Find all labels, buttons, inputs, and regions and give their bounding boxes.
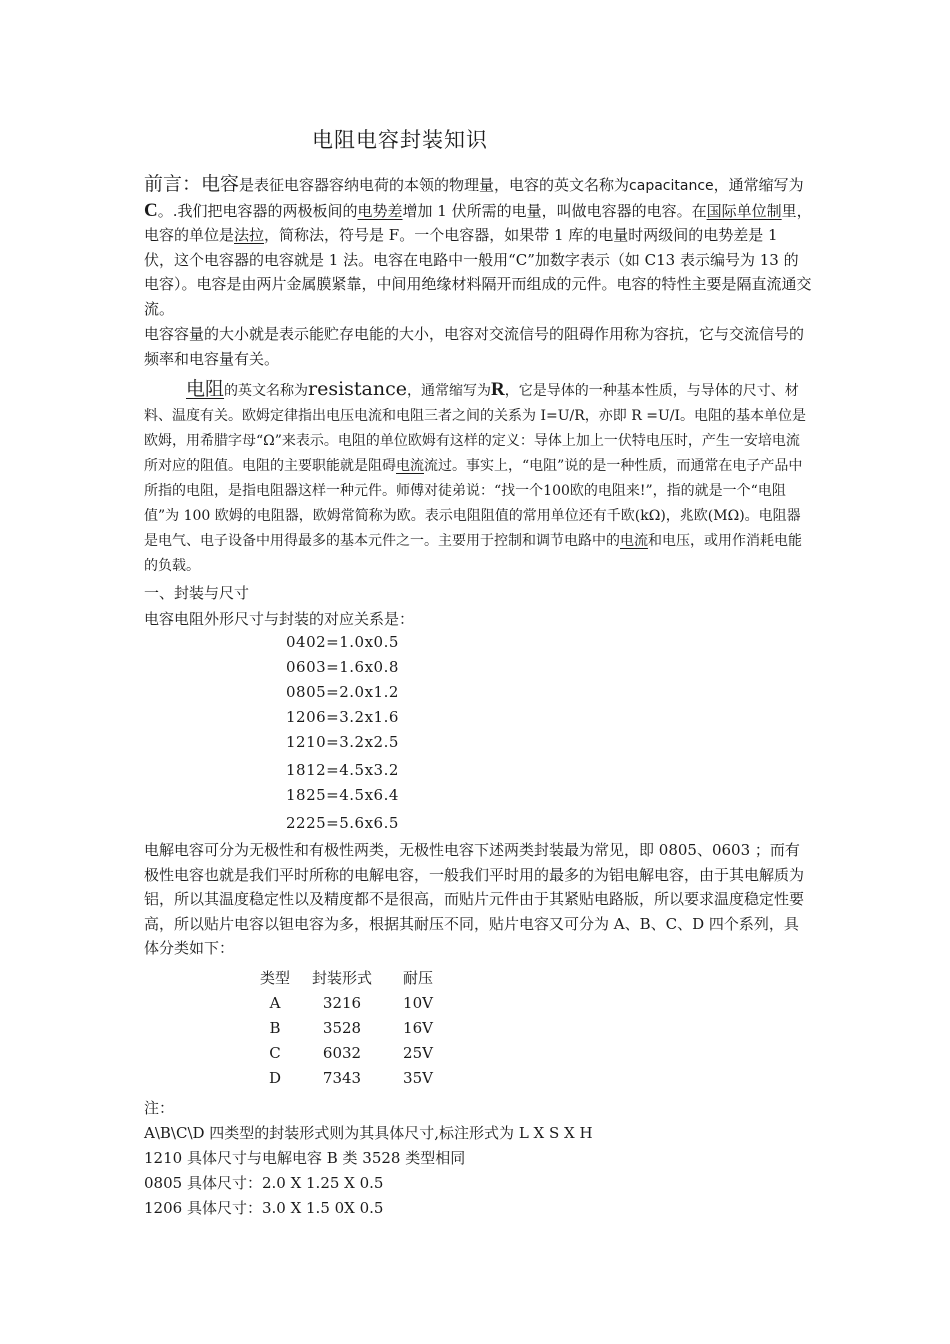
table-cell: C [269, 1043, 281, 1062]
table-cell: 10V [403, 993, 433, 1012]
preface-label: 前言： [144, 173, 202, 195]
capacitor-term: 电容 [201, 173, 240, 195]
table-header: 耐压 [402, 969, 433, 987]
size-item: 1812=4.5x3.2 [286, 761, 399, 779]
table-row [256, 1065, 446, 1090]
text-run: 。.我们把电容器的两极板间的 [157, 201, 358, 220]
table-header: 封装形式 [311, 969, 372, 987]
table-row [256, 1040, 446, 1065]
table-cell: A [269, 993, 281, 1012]
link-current[interactable]: 电流 [396, 458, 424, 474]
capacitance-english: capacitance [629, 178, 714, 194]
table-row [256, 990, 446, 1015]
text-run: ，通常缩写为 [407, 383, 492, 399]
text-run: ，简称法，符号是 F。一个电容器，如果带 1 库的电量时两级间的电势差是 1 伏，这个电容器的电容就是 1 法。电容在电路中一般用“C”加数字表示（如 C13 表示编号为 13 的电容）。电容是由两片金属膜紧靠，中间用绝缘材料隔开而组成的元件。电容的特性主要是隔直流通交流。 [144, 226, 812, 318]
capacitor-intro-paragraph [144, 172, 812, 321]
table-cell: B [269, 1018, 281, 1037]
link-current-2[interactable]: 电流 [620, 533, 648, 549]
table-cell: 25V [403, 1043, 433, 1062]
note-line: 0805 具体尺寸：2.0 X 1.25 X 0.5 [144, 1174, 384, 1192]
section-heading: 一、封装与尺寸 [144, 584, 250, 602]
electrolytic-paragraph: 电解电容可分为无极性和有极性两类，无极性电容下述两类封装最为常见，即 0805、0603 ；而有极性电容也就是我们平时所称的电解电容，一般我们平时用的最多的为铝电解电容，由于其电解质为铝，所以其温度稳定性以及精度都不是很高，而贴片元件由于其紧贴电路版，所以要求温度稳定性要高，所以贴片电容以钽电容为多，根据其耐压不同，贴片电容又可分为 A、B、C、D 四个系列，具体分类如下： [144, 841, 805, 957]
capacitor-abbr: C [144, 199, 158, 221]
capacitance-paragraph: 电容容量的大小就是表示能贮存电能的大小，电容对交流信号的阻碍作用称为容抗，它与交流信号的频率和电容量有关。 [144, 325, 805, 368]
size-item: 1210=3.2x2.5 [286, 733, 399, 751]
table-cell: 3528 [322, 1018, 362, 1037]
text-run: 流过。事实上，“电阻”说的是一种性质，而通常在电子产品中所指的电阻，是指电阻器这样一种元件。师傅对徒弟说：“找一个100欧的电阻来!”，指的就是一个“电阻值”为 100 欧姆的电阻器，欧姆常简称为欧。表示电阻阻值的常用单位还有千欧(kΩ)，兆欧(MΩ)。电阻器是电气、电子设备中用得最多的基本元件之一。主要用于控制和调节电路中的 [144, 458, 803, 549]
document-title: 电阻电容封装知识 [312, 128, 488, 152]
size-item: 0603=1.6x0.8 [286, 658, 399, 676]
table-cell: 6032 [322, 1043, 362, 1062]
size-item: 1825=4.5x6.4 [286, 786, 399, 804]
link-farad[interactable]: 法拉 [234, 226, 265, 244]
text-run: 的英文名称为 [224, 383, 309, 399]
size-item: 0805=2.0x1.2 [286, 683, 399, 701]
note-line: 1210 具体尺寸与电解电容 B 类 3528 类型相同 [144, 1149, 466, 1167]
capacitor-series-table [256, 965, 446, 1090]
note-line: A\B\C\D 四类型的封装形式则为其具体尺寸,标注形式为 L X S X H [144, 1124, 593, 1142]
table-row [256, 1015, 446, 1040]
resistor-abbr: R [491, 379, 505, 400]
table-cell: D [268, 1068, 282, 1087]
notes-label: 注： [144, 1099, 175, 1117]
table-cell: 3216 [322, 993, 362, 1012]
table-cell: 16V [403, 1018, 433, 1037]
text-run: ，它是导体的一种基本性质，与导体的尺寸、材料、温度有关。欧姆定律指出电压电流和电阻三者之间的关系为 I=U/R，亦即 R =U/I。电阻的基本单位是欧姆，用希腊字母“Ω”来表示。电阻的单位欧姆有这样的定义：导体上加上一伏特电压时，产生一安培电流所对应的阻值。电阻的主要职能就是阻碍 [144, 383, 806, 474]
table-header-row [256, 965, 446, 990]
text-run: 和电压，或用作消耗电能的负载。 [144, 533, 802, 574]
size-item: 0402=1.0x0.5 [286, 633, 399, 651]
table-cell: 7343 [322, 1068, 362, 1087]
table-header: 类型 [259, 969, 290, 987]
text-run: 增加 1 伏所需的电量，叫做电容器的电容。在 [402, 201, 707, 220]
resistor-paragraph [144, 377, 812, 579]
size-item: 1206=3.2x1.6 [286, 708, 399, 726]
text-run: ，通常缩写为 [713, 176, 804, 194]
resistance-english: resistance [308, 378, 408, 400]
resistor-term: 电阻 [186, 378, 225, 400]
text-run: 里，电容的单位是 [144, 201, 812, 244]
size-item: 2225=5.6x6.5 [286, 814, 399, 832]
text-run: 是表征电容器容纳电荷的本领的物理量，电容的英文名称为 [239, 176, 630, 194]
note-line: 1206 具体尺寸：3.0 X 1.5 0X 0.5 [144, 1199, 384, 1217]
link-si-units[interactable]: 国际单位制 [706, 201, 782, 220]
table-cell: 35V [403, 1068, 433, 1087]
relation-text: 电容电阻外形尺寸与封装的对应关系是： [144, 610, 415, 628]
link-potential-difference[interactable]: 电势差 [357, 201, 403, 220]
